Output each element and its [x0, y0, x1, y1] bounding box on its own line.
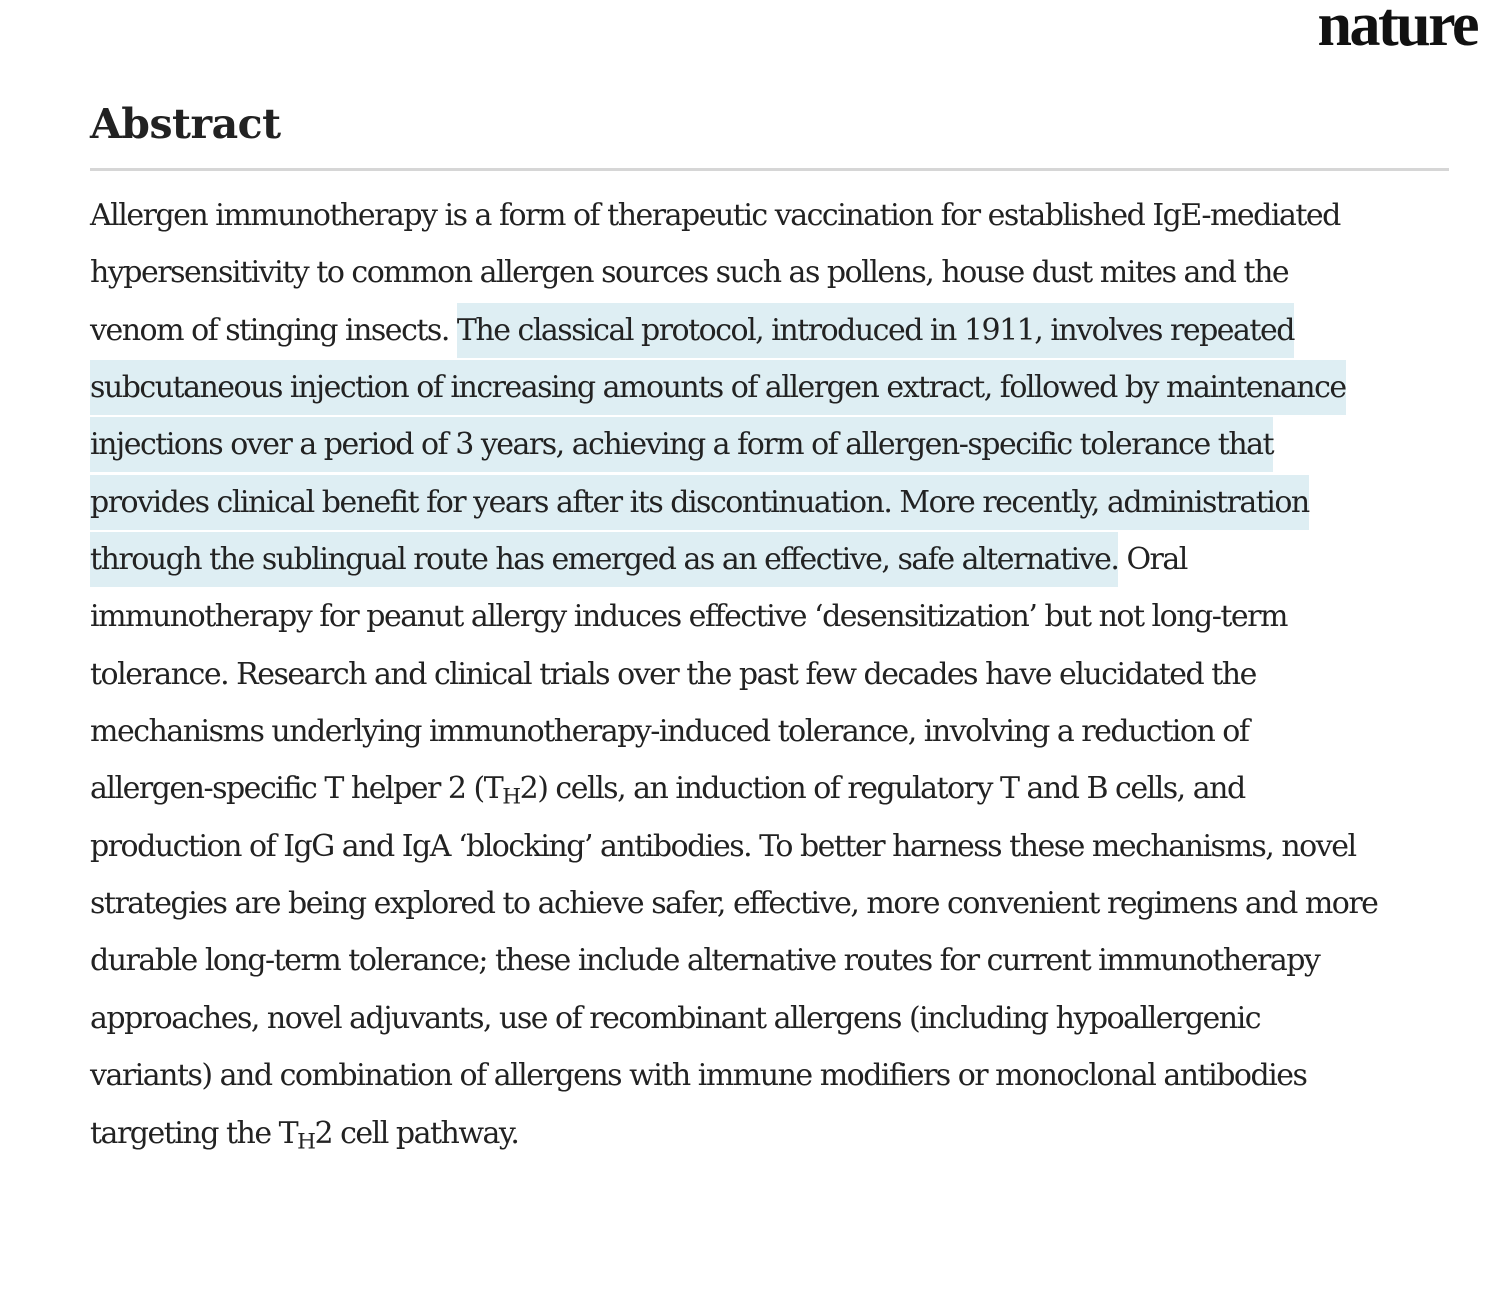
subscript: H	[297, 1128, 315, 1154]
highlighted-text[interactable]: The classical protocol, introduced in 1911, involves repeated	[457, 303, 1294, 358]
abstract-line	[90, 359, 1449, 416]
abstract-line: variants) and combination of allergens with immune modifiers or monoclonal antibodies	[90, 1058, 1307, 1094]
highlighted-text[interactable]: subcutaneous injection of increasing amounts of allergen extract, followed by maintenance	[90, 360, 1346, 415]
abstract-line	[90, 474, 1449, 531]
abstract-line: Allergen immunotherapy is a form of therapeutic vaccination for established IgE-mediated	[90, 198, 1340, 233]
highlighted-text[interactable]: through the sublingual route has emerged as an effective, safe alternative.	[90, 532, 1118, 587]
abstract-line: approaches, novel adjuvants, use of recombinant allergens (including hypoallergenic	[90, 1000, 1261, 1036]
abstract-line: production of IgG and IgA ‘blocking’ antibodies. To better harness these mechanisms, novel	[90, 828, 1356, 864]
heading-divider	[90, 168, 1449, 171]
abstract-line	[90, 416, 1449, 473]
section-heading: Abstract	[90, 100, 281, 148]
abstract-line: immunotherapy for peanut allergy induces effective ‘desensitization’ but not long-term	[90, 599, 1287, 635]
abstract-line: strategies are being explored to achieve safer, effective, more convenient regimens and more	[90, 886, 1378, 922]
abstract-text	[90, 187, 1449, 1162]
highlighted-text[interactable]: provides clinical benefit for years after its discontinuation. More recently, administration	[90, 475, 1309, 530]
abstract-line: hypersensitivity to common allergen sources such as pollens, house dust mites and the	[90, 255, 1289, 291]
abstract-line: venom of stinging insects. The classical protocol, introduced in 1911, involves repeated	[90, 302, 1449, 359]
abstract-line: targeting the $T_H2$ cell pathway.	[90, 1115, 519, 1154]
abstract-line: mechanisms underlying immunotherapy-induced tolerance, involving a reduction of	[90, 714, 1249, 750]
journal-logo: nature	[1317, 0, 1477, 59]
abstract-line: durable long-term tolerance; these include alternative routes for current immunotherapy	[90, 943, 1320, 979]
abstract-line: through the sublingual route has emerged as an effective, safe alternative. Oral	[90, 531, 1449, 588]
subscript: H	[502, 784, 520, 810]
abstract-line: allergen-specific T helper 2 $(T_H2)$ cells, an induction of regulatory T and B cells, and	[90, 771, 1245, 810]
highlighted-text[interactable]: injections over a period of 3 years, achieving a form of allergen-specific tolerance that	[90, 417, 1273, 472]
abstract-line: tolerance. Research and clinical trials over the past few decades have elucidated the	[90, 656, 1256, 692]
